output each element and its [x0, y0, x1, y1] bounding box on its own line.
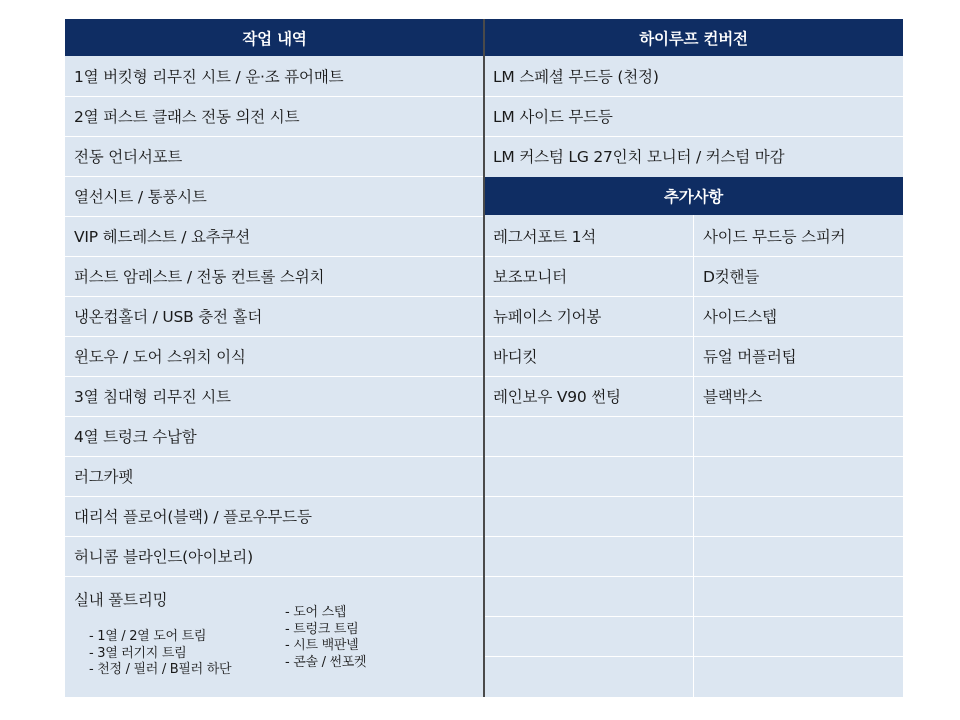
trim-item: - 1열 / 2열 도어 트림	[89, 629, 207, 644]
trim-item: - 트렁크 트림	[285, 621, 359, 637]
divider	[65, 336, 484, 337]
trim-item: - 시트 백판넬	[285, 638, 359, 653]
work-item: 윈도우 / 도어 스위치 이식	[74, 348, 246, 366]
divider	[65, 96, 484, 97]
extra-item: 사이드스텝	[703, 308, 777, 326]
header-extra: 추가사항	[484, 177, 903, 215]
divider	[65, 576, 484, 577]
divider	[484, 96, 903, 97]
divider	[484, 136, 903, 137]
work-item: VIP 헤드레스트 / 요추쿠션	[74, 228, 251, 246]
work-table	[65, 19, 903, 697]
column-divider	[483, 19, 485, 697]
work-item: 1열 버킷형 리무진 시트 / 운·조 퓨어매트	[74, 68, 344, 86]
work-item: 열선시트 / 통풍시트	[74, 188, 207, 206]
extra-item: 레그서포트 1석	[493, 228, 597, 246]
header-work: 작업 내역	[65, 19, 484, 56]
trim-item: - 3열 러기지 트림	[89, 645, 187, 661]
conversion-item: LM 사이드 무드등	[493, 108, 613, 126]
extra-item: 뉴페이스 기어봉	[493, 308, 602, 326]
divider	[65, 496, 484, 497]
work-item: 허니콤 블라인드(아이보리)	[74, 548, 253, 566]
divider	[65, 296, 484, 297]
divider	[65, 456, 484, 457]
work-item: 전동 언더서포트	[74, 148, 183, 166]
extra-item: 블랙박스	[703, 388, 763, 406]
extra-item: 바디킷	[493, 348, 538, 366]
divider	[65, 136, 484, 137]
trim-list-left	[89, 629, 231, 679]
header-conversion: 하이루프 컨버전	[484, 19, 903, 56]
work-item-trimming: 실내 풀트리밍	[74, 591, 168, 609]
work-item: 3열 침대형 리무진 시트	[74, 388, 231, 406]
extra-item: 사이드 무드등 스피커	[703, 228, 846, 246]
work-item: 대리석 플로어(블랙) / 플로우무드등	[74, 508, 312, 526]
extra-item: 레인보우 V90 썬팅	[493, 388, 621, 406]
trim-item: - 천정 / 필러 / B필러 하단	[89, 662, 232, 677]
conversion-item: LM 스페셜 무드등 (천정)	[493, 68, 659, 86]
work-item: 냉온컵홀더 / USB 충전 홀더	[74, 308, 263, 326]
trim-item: - 콘솔 / 썬포켓	[285, 654, 367, 670]
work-item: 4열 트렁크 수납함	[74, 428, 197, 446]
conversion-item: LM 커스텀 LG 27인치 모니터 / 커스텀 마감	[493, 148, 785, 166]
work-item: 러그카펫	[74, 468, 134, 486]
divider	[65, 416, 484, 417]
divider	[65, 256, 484, 257]
extra-item: 듀얼 머플러팁	[703, 348, 797, 366]
trim-list-right	[285, 605, 366, 671]
extra-item: D컷핸들	[703, 268, 760, 286]
work-item: 2열 퍼스트 클래스 전동 의전 시트	[74, 108, 300, 126]
divider	[65, 216, 484, 217]
divider	[65, 176, 484, 177]
work-item: 퍼스트 암레스트 / 전동 컨트롤 스위치	[74, 268, 325, 286]
divider	[65, 376, 484, 377]
trim-item: - 도어 스텝	[285, 605, 347, 620]
extra-item: 보조모니터	[493, 268, 567, 286]
divider	[65, 536, 484, 537]
column-divider	[693, 215, 694, 697]
